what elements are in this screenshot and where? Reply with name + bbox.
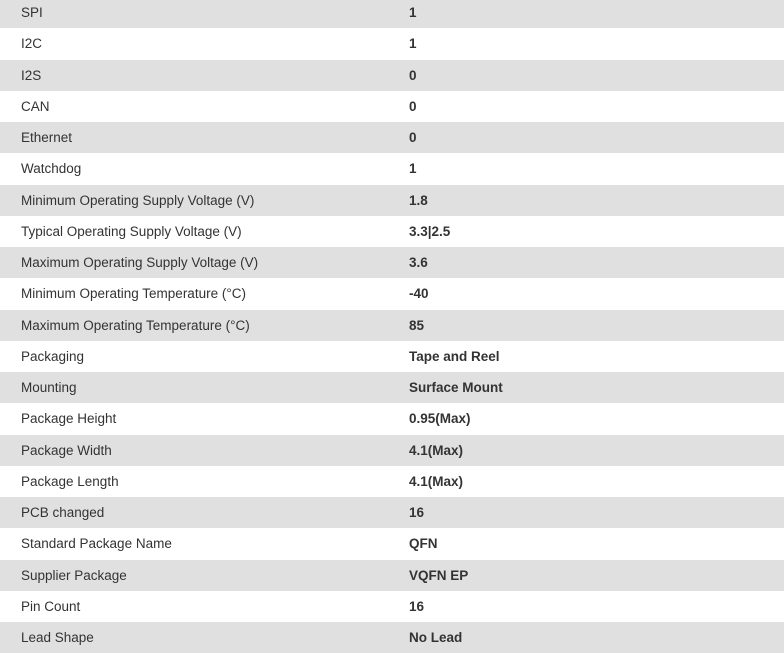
spec-value: Tape and Reel xyxy=(409,348,500,364)
spec-name: Typical Operating Supply Voltage (V) xyxy=(21,223,242,239)
spec-name: Minimum Operating Supply Voltage (V) xyxy=(21,192,255,208)
spec-value: -40 xyxy=(409,286,429,302)
spec-row-package-length xyxy=(0,466,784,497)
spec-name: Ethernet xyxy=(21,130,73,146)
spec-row-standard-package-name xyxy=(0,528,784,559)
spec-row-supplier-package xyxy=(0,560,784,591)
spec-row-i2s xyxy=(0,60,784,91)
spec-row-ethernet xyxy=(0,122,784,153)
spec-value: 4.1(Max) xyxy=(409,442,464,458)
spec-row-typ-supply-voltage xyxy=(0,216,784,247)
spec-name: PCB changed xyxy=(21,505,105,521)
spec-value: 85 xyxy=(409,317,425,333)
spec-name: Standard Package Name xyxy=(21,536,172,552)
spec-row-mounting xyxy=(0,372,784,403)
spec-row-min-temperature xyxy=(0,278,784,309)
spec-value: 1 xyxy=(409,161,417,177)
spec-row-packaging xyxy=(0,341,784,372)
spec-row-max-temperature xyxy=(0,310,784,341)
spec-name: Package Length xyxy=(21,473,119,489)
spec-name: Maximum Operating Supply Voltage (V) xyxy=(21,255,259,271)
spec-value: No Lead xyxy=(409,630,463,646)
spec-value: VQFN EP xyxy=(409,567,469,583)
spec-value: 0 xyxy=(409,130,417,146)
spec-name: Supplier Package xyxy=(21,567,127,583)
spec-row-min-supply-voltage xyxy=(0,185,784,216)
spec-name: Watchdog xyxy=(21,161,82,177)
spec-value: 0 xyxy=(409,98,417,114)
spec-row-pin-count xyxy=(0,591,784,622)
spec-name: Maximum Operating Temperature (°C) xyxy=(21,317,250,333)
spec-value: 3.3|2.5 xyxy=(409,223,451,239)
spec-name: Package Height xyxy=(21,411,117,427)
spec-row-lead-shape xyxy=(0,622,784,653)
spec-row-pcb-changed xyxy=(0,497,784,528)
spec-value: 1 xyxy=(409,36,417,52)
spec-name: Pin Count xyxy=(21,598,81,614)
spec-row-max-supply-voltage xyxy=(0,247,784,278)
spec-value: QFN xyxy=(409,536,438,552)
spec-row-spi xyxy=(0,0,784,28)
spec-name: Package Width xyxy=(21,442,112,458)
spec-row-package-height xyxy=(0,403,784,434)
spec-value: 16 xyxy=(409,505,425,521)
spec-name: Minimum Operating Temperature (°C) xyxy=(21,286,246,302)
spec-row-package-width xyxy=(0,435,784,466)
spec-value: 1.8 xyxy=(409,192,428,208)
spec-value: 1 xyxy=(409,5,417,21)
spec-name: Packaging xyxy=(21,348,85,364)
spec-name: CAN xyxy=(21,98,50,114)
spec-value: Surface Mount xyxy=(409,380,503,396)
spec-name: Mounting xyxy=(21,380,77,396)
spec-row-i2c xyxy=(0,28,784,59)
spec-name: I2S xyxy=(21,67,42,83)
spec-row-can xyxy=(0,91,784,122)
spec-value: 0 xyxy=(409,67,417,83)
spec-value: 0.95(Max) xyxy=(409,411,471,427)
spec-value: 4.1(Max) xyxy=(409,473,464,489)
spec-name: SPI xyxy=(21,5,43,21)
spec-row-watchdog xyxy=(0,153,784,184)
spec-name: Lead Shape xyxy=(21,630,94,646)
spec-name: I2C xyxy=(21,36,43,52)
spec-value: 16 xyxy=(409,598,425,614)
spec-value: 3.6 xyxy=(409,255,428,271)
